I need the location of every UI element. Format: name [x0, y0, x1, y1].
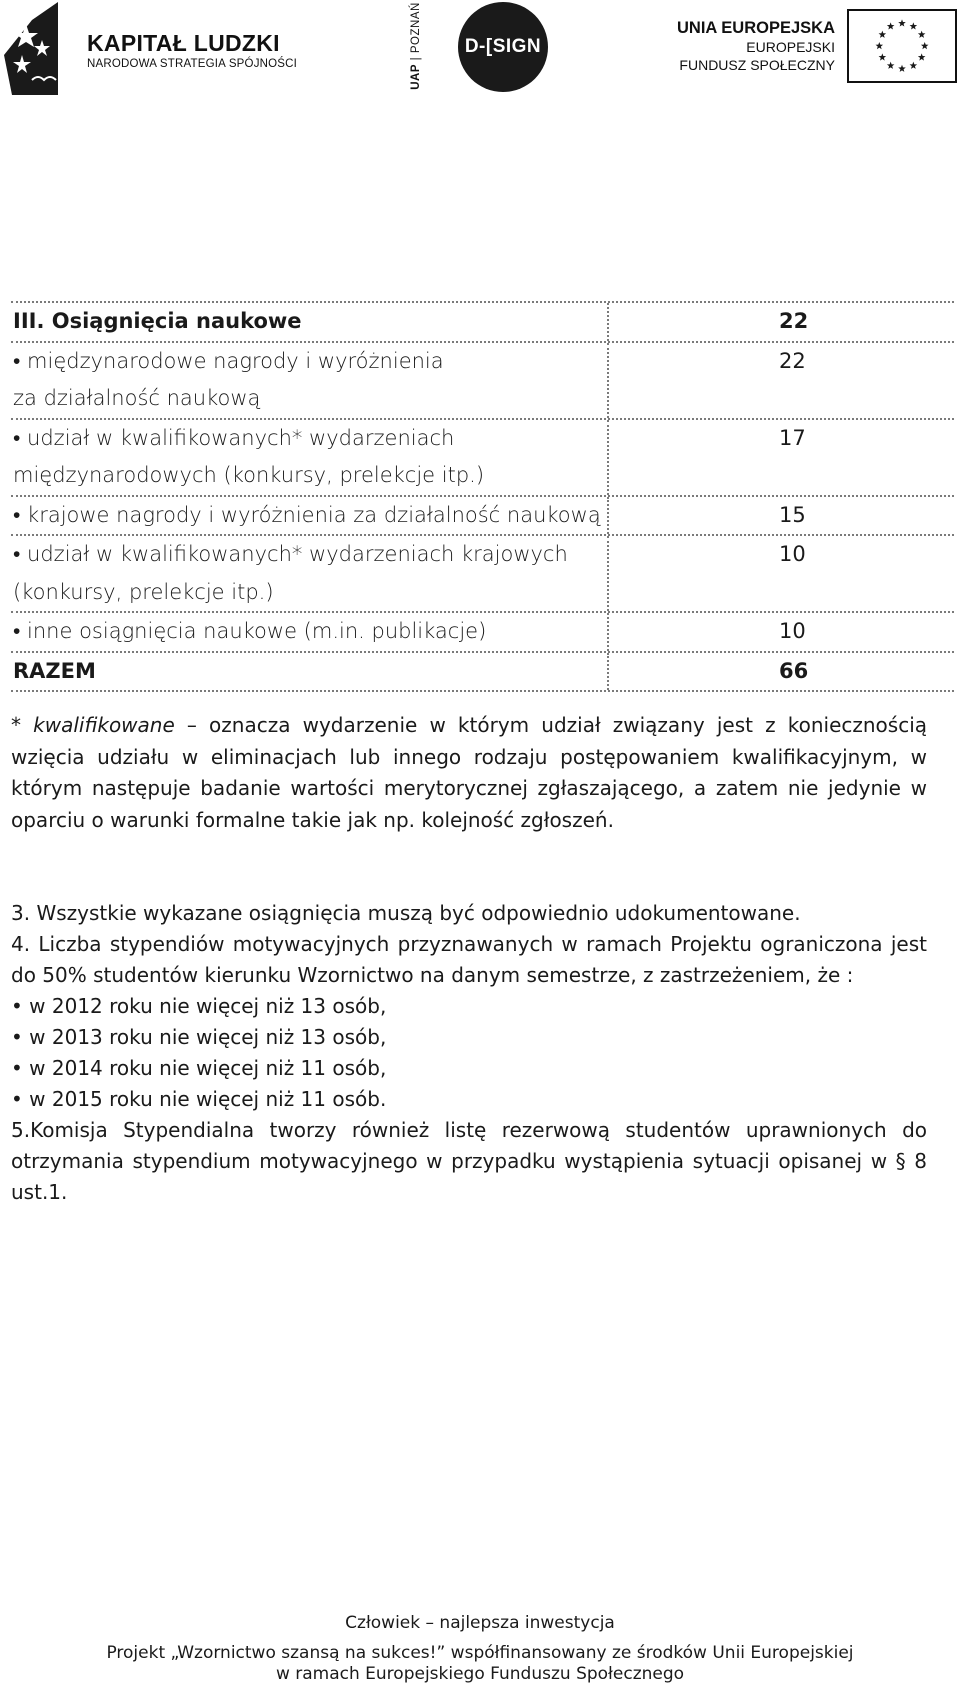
table-cell-label-line: • udział w kwalifikowanych* wydarzeniach	[13, 425, 455, 450]
eu-text-block	[677, 18, 835, 74]
eu-star-icon	[910, 62, 918, 69]
uap-logo-bold: UAP	[410, 64, 422, 90]
page-header	[0, 0, 960, 100]
table-cell-value-wrap	[607, 303, 954, 341]
eu-star-icon	[918, 31, 926, 38]
list-item: 5.Komisja Stypendialna tworzy również listę rezerwową studentów uprawnionych do otrzymania stypendium motywacyjnego w przypadku wystąpienia sytuacji opisanej w § 8 ust.1.	[11, 1118, 927, 1204]
regulation-items	[11, 898, 927, 1208]
eu-line-1: UNIA EUROPEJSKA	[677, 19, 835, 37]
design-logo: D-[SIGN	[458, 2, 548, 92]
table-row	[11, 536, 954, 613]
table-cell-label: • krajowe nagrody i wyróżnienia za działalność naukową	[13, 502, 601, 527]
list-item: • w 2013 roku nie więcej niż 13 osób,	[11, 1025, 387, 1049]
uap-logo-rest: | POZNAŃ	[410, 2, 422, 61]
uap-logo	[403, 0, 429, 92]
table-cell-label: RAZEM	[13, 658, 96, 683]
eu-star-icon	[879, 31, 887, 38]
achievements-table	[11, 301, 954, 692]
list-item: • w 2015 roku nie więcej niż 11 osób.	[11, 1087, 387, 1111]
table-cell-value: 15	[779, 502, 806, 527]
table-cell-label	[11, 420, 607, 495]
table-cell-label: • inne osiągnięcia naukowe (m.in. publikacje)	[13, 619, 487, 643]
eu-star-icon	[887, 62, 895, 69]
kapital-ludzki-subtitle: NARODOWA STRATEGIA SPÓJNOŚCI	[87, 58, 298, 70]
table-cell-label-line: za działalność naukową	[13, 386, 261, 410]
eu-star-icon	[887, 22, 895, 29]
table-cell-value-wrap	[607, 343, 954, 418]
eu-flag-icon	[847, 9, 957, 83]
eu-star-icon	[910, 22, 918, 29]
kapital-ludzki-emblem-icon	[2, 0, 66, 95]
eu-star-icon	[876, 42, 884, 49]
eu-star-icon	[918, 53, 926, 60]
eu-star-icon	[921, 42, 929, 49]
footer-slogan: Człowiek – najlepsza inwestycja	[345, 1613, 615, 1633]
table-cell-value: 10	[779, 619, 806, 643]
table-row	[11, 343, 954, 420]
table-cell-value-wrap	[607, 613, 954, 651]
footnote-paragraph	[11, 710, 927, 836]
table-cell-value: 10	[779, 542, 806, 566]
table-cell-value-wrap	[607, 653, 954, 691]
table-row-total	[11, 653, 954, 693]
page-footer	[0, 1613, 960, 1685]
list-item: • w 2012 roku nie więcej niż 13 osób,	[11, 994, 387, 1018]
footer-project-line: Projekt „Wzornictwo szansą na sukces!” współfinansowany ze środków Unii Europejskiej	[106, 1643, 854, 1663]
table-cell-value: 22	[779, 348, 806, 373]
eu-star-icon	[898, 65, 906, 72]
eu-star-icon	[898, 19, 906, 26]
list-item: 4. Liczba stypendiów motywacyjnych przyznawanych w ramach Projektu ograniczona jest do 50% studentów kierunku Wzornictwo na danym semestrze, z zastrzeżeniem, że :	[11, 932, 927, 987]
table-cell-value-wrap	[607, 420, 954, 495]
footnote-term: * kwalifikowane	[11, 713, 175, 737]
table-cell-label-line: • udział w kwalifikowanych* wydarzeniach krajowych	[13, 542, 568, 566]
table-cell-value: 66	[779, 658, 809, 683]
eu-star-icon	[879, 53, 887, 60]
table-cell-label-line: • międzynarodowe nagrody i wyróżnienia	[13, 348, 444, 373]
eu-line-2: EUROPEJSKI	[746, 39, 835, 55]
table-row	[11, 497, 954, 537]
kapital-ludzki-title: KAPITAŁ LUDZKI	[87, 30, 280, 56]
table-cell-value: 22	[779, 309, 809, 333]
table-cell-label-line: (konkursy, prelekcje itp.)	[13, 579, 274, 604]
table-cell-value: 17	[779, 425, 806, 450]
table-cell-value-wrap	[607, 497, 954, 535]
list-item: • w 2014 roku nie więcej niż 11 osób,	[11, 1056, 387, 1080]
table-cell-label-line: międzynarodowych (konkursy, prelekcje itp.)	[13, 463, 485, 487]
table-row	[11, 301, 954, 343]
table-cell-value-wrap	[607, 536, 954, 611]
footnote-text: – oznacza wydarzenie w którym udział związany jest z koniecznością wzięcia udziału w eliminacjach lub innego rodzaju postępowaniem kwalifikacyjnym, w którym następuje badanie wartości merytorycznej zgłaszającego, a zatem nie jedynie w oparciu o warunki formalne takie jak np. kolejność zgłoszeń.	[11, 713, 928, 832]
table-cell-label	[11, 343, 607, 418]
list-item: 3. Wszystkie wykazane osiągnięcia muszą być odpowiednio udokumentowane.	[11, 901, 801, 925]
eu-line-3: FUNDUSZ SPOŁECZNY	[679, 57, 835, 73]
footer-fund-line: w ramach Europejskiego Funduszu Społecznego	[275, 1664, 685, 1684]
table-cell-label: III. Osiągnięcia naukowe	[13, 309, 302, 333]
table-row	[11, 613, 954, 653]
table-row	[11, 420, 954, 497]
table-cell-label	[11, 536, 607, 611]
